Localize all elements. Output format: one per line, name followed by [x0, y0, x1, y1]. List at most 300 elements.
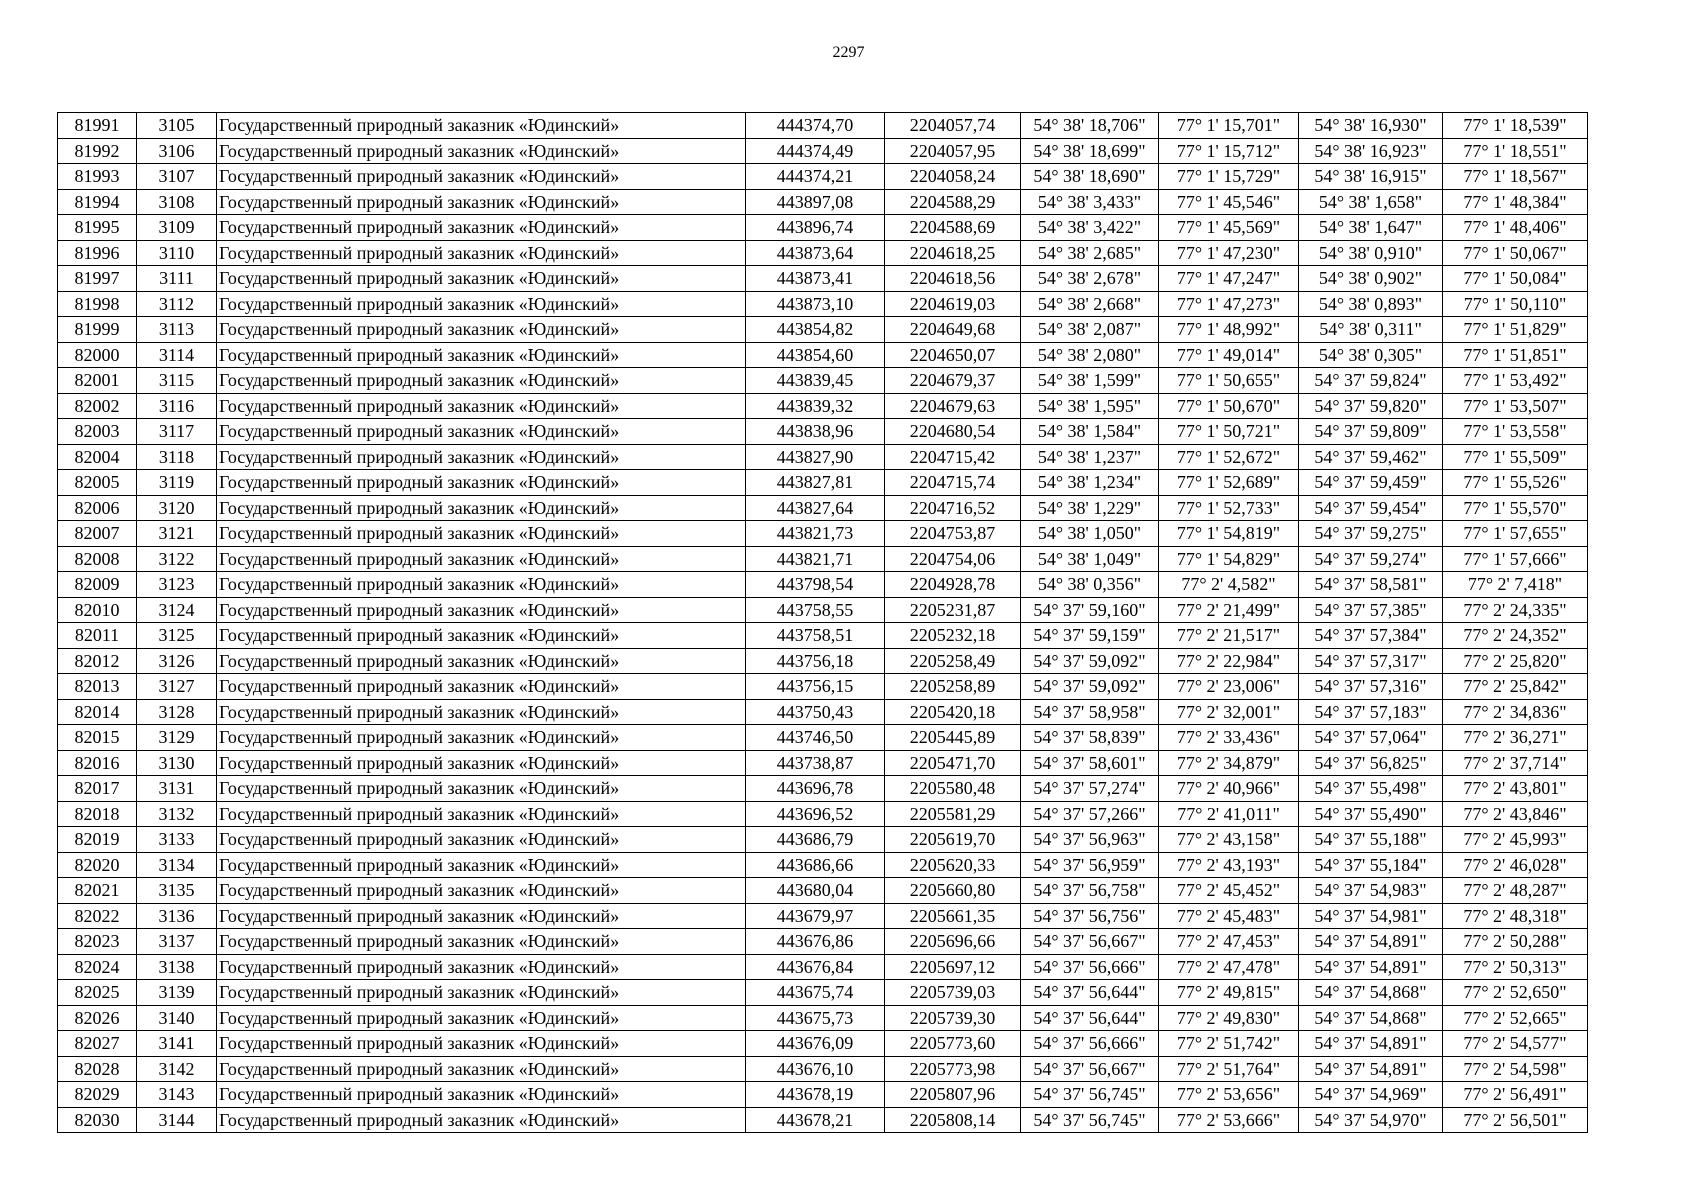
- latitude-2-cell: 54° 37' 54,891": [1299, 929, 1443, 955]
- table-row: [58, 674, 1588, 700]
- x-coordinate-cell: 443838,96: [746, 419, 885, 445]
- latitude-2-cell: 54° 37' 59,275": [1299, 521, 1443, 547]
- y-coordinate-cell: 2205619,70: [885, 827, 1021, 853]
- latitude-2-cell: 54° 37' 59,459": [1299, 470, 1443, 496]
- x-coordinate-cell: 443756,15: [746, 674, 885, 700]
- longitude-1-cell: 77° 1' 52,733": [1159, 495, 1299, 521]
- x-coordinate-cell: 443678,19: [746, 1082, 885, 1108]
- longitude-2-cell: 77° 2' 54,598": [1443, 1056, 1588, 1082]
- table-row: [58, 342, 1588, 368]
- y-coordinate-cell: 2204618,25: [885, 240, 1021, 266]
- point-number-cell: 3134: [137, 852, 217, 878]
- latitude-1-cell: 54° 38' 18,706": [1021, 113, 1159, 139]
- point-number-cell: 3114: [137, 342, 217, 368]
- latitude-2-cell: 54° 37' 59,809": [1299, 419, 1443, 445]
- latitude-2-cell: 54° 37' 55,498": [1299, 776, 1443, 802]
- row-number-cell: 82029: [58, 1082, 137, 1108]
- area-name-cell: Государственный природный заказник «Юдинский»: [217, 954, 746, 980]
- point-number-cell: 3123: [137, 572, 217, 598]
- longitude-1-cell: 77° 2' 45,452": [1159, 878, 1299, 904]
- y-coordinate-cell: 2205232,18: [885, 623, 1021, 649]
- longitude-1-cell: 77° 1' 15,712": [1159, 138, 1299, 164]
- row-number-cell: 82025: [58, 980, 137, 1006]
- row-number-cell: 82030: [58, 1107, 137, 1133]
- row-number-cell: 82005: [58, 470, 137, 496]
- point-number-cell: 3107: [137, 164, 217, 190]
- x-coordinate-cell: 443679,97: [746, 903, 885, 929]
- table-row: [58, 572, 1588, 598]
- longitude-2-cell: 77° 2' 54,577": [1443, 1031, 1588, 1057]
- longitude-1-cell: 77° 2' 32,001": [1159, 699, 1299, 725]
- x-coordinate-cell: 443696,52: [746, 801, 885, 827]
- area-name-cell: Государственный природный заказник «Юдинский»: [217, 546, 746, 572]
- longitude-1-cell: 77° 2' 33,436": [1159, 725, 1299, 751]
- longitude-2-cell: 77° 2' 43,846": [1443, 801, 1588, 827]
- longitude-2-cell: 77° 2' 37,714": [1443, 750, 1588, 776]
- point-number-cell: 3127: [137, 674, 217, 700]
- row-number-cell: 82021: [58, 878, 137, 904]
- longitude-2-cell: 77° 2' 50,288": [1443, 929, 1588, 955]
- point-number-cell: 3115: [137, 368, 217, 394]
- area-name-cell: Государственный природный заказник «Юдинский»: [217, 1031, 746, 1057]
- longitude-2-cell: 77° 1' 18,539": [1443, 113, 1588, 139]
- longitude-2-cell: 77° 1' 53,558": [1443, 419, 1588, 445]
- latitude-1-cell: 54° 38' 1,050": [1021, 521, 1159, 547]
- x-coordinate-cell: 443676,10: [746, 1056, 885, 1082]
- x-coordinate-cell: 443839,32: [746, 393, 885, 419]
- area-name-cell: Государственный природный заказник «Юдинский»: [217, 215, 746, 241]
- point-number-cell: 3144: [137, 1107, 217, 1133]
- area-name-cell: Государственный природный заказник «Юдинский»: [217, 444, 746, 470]
- latitude-1-cell: 54° 37' 56,644": [1021, 980, 1159, 1006]
- x-coordinate-cell: 443738,87: [746, 750, 885, 776]
- longitude-2-cell: 77° 1' 50,067": [1443, 240, 1588, 266]
- table-row: [58, 597, 1588, 623]
- y-coordinate-cell: 2204715,74: [885, 470, 1021, 496]
- table-row: [58, 801, 1588, 827]
- longitude-1-cell: 77° 1' 15,729": [1159, 164, 1299, 190]
- latitude-2-cell: 54° 38' 0,910": [1299, 240, 1443, 266]
- point-number-cell: 3140: [137, 1005, 217, 1031]
- x-coordinate-cell: 443873,64: [746, 240, 885, 266]
- area-name-cell: Государственный природный заказник «Юдинский»: [217, 827, 746, 853]
- row-number-cell: 82000: [58, 342, 137, 368]
- row-number-cell: 82022: [58, 903, 137, 929]
- longitude-1-cell: 77° 2' 53,656": [1159, 1082, 1299, 1108]
- longitude-2-cell: 77° 2' 24,352": [1443, 623, 1588, 649]
- row-number-cell: 81993: [58, 164, 137, 190]
- point-number-cell: 3112: [137, 291, 217, 317]
- table-row: [58, 750, 1588, 776]
- point-number-cell: 3125: [137, 623, 217, 649]
- latitude-2-cell: 54° 38' 16,923": [1299, 138, 1443, 164]
- x-coordinate-cell: 443678,21: [746, 1107, 885, 1133]
- x-coordinate-cell: 444374,21: [746, 164, 885, 190]
- point-number-cell: 3121: [137, 521, 217, 547]
- longitude-1-cell: 77° 1' 49,014": [1159, 342, 1299, 368]
- y-coordinate-cell: 2204619,03: [885, 291, 1021, 317]
- area-name-cell: Государственный природный заказник «Юдинский»: [217, 1056, 746, 1082]
- x-coordinate-cell: 443676,09: [746, 1031, 885, 1057]
- row-number-cell: 81997: [58, 266, 137, 292]
- area-name-cell: Государственный природный заказник «Юдинский»: [217, 470, 746, 496]
- table-row: [58, 852, 1588, 878]
- page-number: 2297: [832, 44, 865, 61]
- point-number-cell: 3105: [137, 113, 217, 139]
- x-coordinate-cell: 443675,73: [746, 1005, 885, 1031]
- row-number-cell: 82024: [58, 954, 137, 980]
- point-number-cell: 3129: [137, 725, 217, 751]
- x-coordinate-cell: 443686,79: [746, 827, 885, 853]
- x-coordinate-cell: 444374,70: [746, 113, 885, 139]
- y-coordinate-cell: 2205231,87: [885, 597, 1021, 623]
- y-coordinate-cell: 2205258,89: [885, 674, 1021, 700]
- longitude-2-cell: 77° 1' 18,551": [1443, 138, 1588, 164]
- row-number-cell: 81999: [58, 317, 137, 343]
- latitude-2-cell: 54° 37' 54,983": [1299, 878, 1443, 904]
- row-number-cell: 82001: [58, 368, 137, 394]
- y-coordinate-cell: 2204588,69: [885, 215, 1021, 241]
- area-name-cell: Государственный природный заказник «Юдинский»: [217, 342, 746, 368]
- latitude-1-cell: 54° 38' 2,087": [1021, 317, 1159, 343]
- latitude-1-cell: 54° 37' 56,756": [1021, 903, 1159, 929]
- area-name-cell: Государственный природный заказник «Юдинский»: [217, 725, 746, 751]
- longitude-1-cell: 77° 2' 4,582": [1159, 572, 1299, 598]
- y-coordinate-cell: 2205696,66: [885, 929, 1021, 955]
- point-number-cell: 3113: [137, 317, 217, 343]
- coordinates-table: [57, 112, 1588, 1133]
- y-coordinate-cell: 2204680,54: [885, 419, 1021, 445]
- latitude-1-cell: 54° 37' 59,092": [1021, 648, 1159, 674]
- longitude-2-cell: 77° 1' 50,110": [1443, 291, 1588, 317]
- longitude-1-cell: 77° 2' 47,478": [1159, 954, 1299, 980]
- x-coordinate-cell: 443750,43: [746, 699, 885, 725]
- latitude-1-cell: 54° 38' 1,049": [1021, 546, 1159, 572]
- x-coordinate-cell: 443696,78: [746, 776, 885, 802]
- table-row: [58, 368, 1588, 394]
- latitude-1-cell: 54° 37' 56,666": [1021, 1031, 1159, 1057]
- table-row: [58, 1107, 1588, 1133]
- table-row: [58, 470, 1588, 496]
- y-coordinate-cell: 2204754,06: [885, 546, 1021, 572]
- row-number-cell: 81991: [58, 113, 137, 139]
- x-coordinate-cell: 443827,90: [746, 444, 885, 470]
- longitude-2-cell: 77° 2' 56,501": [1443, 1107, 1588, 1133]
- latitude-1-cell: 54° 37' 56,959": [1021, 852, 1159, 878]
- area-name-cell: Государственный природный заказник «Юдинский»: [217, 699, 746, 725]
- area-name-cell: Государственный природный заказник «Юдинский»: [217, 750, 746, 776]
- area-name-cell: Государственный природный заказник «Юдинский»: [217, 572, 746, 598]
- longitude-1-cell: 77° 2' 53,666": [1159, 1107, 1299, 1133]
- point-number-cell: 3137: [137, 929, 217, 955]
- table-row: [58, 929, 1588, 955]
- point-number-cell: 3135: [137, 878, 217, 904]
- y-coordinate-cell: 2204618,56: [885, 266, 1021, 292]
- x-coordinate-cell: 443897,08: [746, 189, 885, 215]
- table-row: [58, 699, 1588, 725]
- longitude-1-cell: 77° 1' 50,670": [1159, 393, 1299, 419]
- table-row: [58, 1056, 1588, 1082]
- row-number-cell: 82013: [58, 674, 137, 700]
- y-coordinate-cell: 2204928,78: [885, 572, 1021, 598]
- point-number-cell: 3117: [137, 419, 217, 445]
- y-coordinate-cell: 2204716,52: [885, 495, 1021, 521]
- x-coordinate-cell: 443854,82: [746, 317, 885, 343]
- latitude-1-cell: 54° 37' 57,274": [1021, 776, 1159, 802]
- area-name-cell: Государственный природный заказник «Юдинский»: [217, 929, 746, 955]
- longitude-1-cell: 77° 2' 49,815": [1159, 980, 1299, 1006]
- latitude-2-cell: 54° 37' 59,274": [1299, 546, 1443, 572]
- longitude-1-cell: 77° 1' 52,689": [1159, 470, 1299, 496]
- area-name-cell: Государственный природный заказник «Юдинский»: [217, 903, 746, 929]
- longitude-1-cell: 77° 2' 22,984": [1159, 648, 1299, 674]
- latitude-2-cell: 54° 37' 59,824": [1299, 368, 1443, 394]
- table-row: [58, 648, 1588, 674]
- latitude-2-cell: 54° 37' 59,454": [1299, 495, 1443, 521]
- latitude-2-cell: 54° 38' 1,647": [1299, 215, 1443, 241]
- y-coordinate-cell: 2205807,96: [885, 1082, 1021, 1108]
- row-number-cell: 82020: [58, 852, 137, 878]
- y-coordinate-cell: 2205773,60: [885, 1031, 1021, 1057]
- y-coordinate-cell: 2205808,14: [885, 1107, 1021, 1133]
- row-number-cell: 82007: [58, 521, 137, 547]
- row-number-cell: 82002: [58, 393, 137, 419]
- latitude-1-cell: 54° 38' 1,229": [1021, 495, 1159, 521]
- latitude-2-cell: 54° 37' 54,969": [1299, 1082, 1443, 1108]
- x-coordinate-cell: 443821,71: [746, 546, 885, 572]
- longitude-2-cell: 77° 1' 18,567": [1443, 164, 1588, 190]
- longitude-1-cell: 77° 1' 47,247": [1159, 266, 1299, 292]
- longitude-1-cell: 77° 2' 21,517": [1159, 623, 1299, 649]
- table-row: [58, 1005, 1588, 1031]
- longitude-2-cell: 77° 1' 50,084": [1443, 266, 1588, 292]
- latitude-1-cell: 54° 37' 56,758": [1021, 878, 1159, 904]
- y-coordinate-cell: 2205661,35: [885, 903, 1021, 929]
- latitude-1-cell: 54° 37' 56,963": [1021, 827, 1159, 853]
- table-row: [58, 903, 1588, 929]
- latitude-2-cell: 54° 37' 55,184": [1299, 852, 1443, 878]
- row-number-cell: 81992: [58, 138, 137, 164]
- area-name-cell: Государственный природный заказник «Юдинский»: [217, 317, 746, 343]
- latitude-1-cell: 54° 37' 56,644": [1021, 1005, 1159, 1031]
- longitude-2-cell: 77° 2' 46,028": [1443, 852, 1588, 878]
- area-name-cell: Государственный природный заказник «Юдинский»: [217, 266, 746, 292]
- latitude-1-cell: 54° 38' 2,685": [1021, 240, 1159, 266]
- longitude-1-cell: 77° 2' 21,499": [1159, 597, 1299, 623]
- table-row: [58, 240, 1588, 266]
- area-name-cell: Государственный природный заказник «Юдинский»: [217, 495, 746, 521]
- row-number-cell: 81995: [58, 215, 137, 241]
- latitude-1-cell: 54° 37' 58,958": [1021, 699, 1159, 725]
- row-number-cell: 82008: [58, 546, 137, 572]
- x-coordinate-cell: 443675,74: [746, 980, 885, 1006]
- area-name-cell: Государственный природный заказник «Юдинский»: [217, 240, 746, 266]
- table-row: [58, 266, 1588, 292]
- y-coordinate-cell: 2205697,12: [885, 954, 1021, 980]
- latitude-2-cell: 54° 38' 1,658": [1299, 189, 1443, 215]
- row-number-cell: 82016: [58, 750, 137, 776]
- latitude-2-cell: 54° 38' 16,930": [1299, 113, 1443, 139]
- table-row: [58, 444, 1588, 470]
- area-name-cell: Государственный природный заказник «Юдинский»: [217, 852, 746, 878]
- longitude-2-cell: 77° 2' 25,820": [1443, 648, 1588, 674]
- latitude-1-cell: 54° 37' 59,092": [1021, 674, 1159, 700]
- latitude-2-cell: 54° 37' 54,970": [1299, 1107, 1443, 1133]
- x-coordinate-cell: 443896,74: [746, 215, 885, 241]
- row-number-cell: 82023: [58, 929, 137, 955]
- point-number-cell: 3128: [137, 699, 217, 725]
- latitude-1-cell: 54° 37' 56,667": [1021, 929, 1159, 955]
- point-number-cell: 3111: [137, 266, 217, 292]
- latitude-2-cell: 54° 37' 57,183": [1299, 699, 1443, 725]
- longitude-2-cell: 77° 2' 34,836": [1443, 699, 1588, 725]
- point-number-cell: 3142: [137, 1056, 217, 1082]
- point-number-cell: 3133: [137, 827, 217, 853]
- table-row: [58, 215, 1588, 241]
- point-number-cell: 3118: [137, 444, 217, 470]
- latitude-1-cell: 54° 37' 57,266": [1021, 801, 1159, 827]
- longitude-1-cell: 77° 1' 47,273": [1159, 291, 1299, 317]
- point-number-cell: 3116: [137, 393, 217, 419]
- y-coordinate-cell: 2204679,37: [885, 368, 1021, 394]
- area-name-cell: Государственный природный заказник «Юдинский»: [217, 878, 746, 904]
- longitude-2-cell: 77° 1' 48,384": [1443, 189, 1588, 215]
- longitude-2-cell: 77° 2' 7,418": [1443, 572, 1588, 598]
- x-coordinate-cell: 443839,45: [746, 368, 885, 394]
- row-number-cell: 82019: [58, 827, 137, 853]
- latitude-2-cell: 54° 37' 57,385": [1299, 597, 1443, 623]
- row-number-cell: 82011: [58, 623, 137, 649]
- x-coordinate-cell: 443873,41: [746, 266, 885, 292]
- table-row: [58, 291, 1588, 317]
- point-number-cell: 3132: [137, 801, 217, 827]
- row-number-cell: 82009: [58, 572, 137, 598]
- area-name-cell: Государственный природный заказник «Юдинский»: [217, 419, 746, 445]
- longitude-1-cell: 77° 1' 50,655": [1159, 368, 1299, 394]
- latitude-2-cell: 54° 37' 57,316": [1299, 674, 1443, 700]
- longitude-1-cell: 77° 2' 47,453": [1159, 929, 1299, 955]
- latitude-1-cell: 54° 37' 56,666": [1021, 954, 1159, 980]
- x-coordinate-cell: 443676,86: [746, 929, 885, 955]
- point-number-cell: 3139: [137, 980, 217, 1006]
- y-coordinate-cell: 2205739,03: [885, 980, 1021, 1006]
- point-number-cell: 3106: [137, 138, 217, 164]
- latitude-1-cell: 54° 37' 56,745": [1021, 1107, 1159, 1133]
- latitude-2-cell: 54° 37' 55,188": [1299, 827, 1443, 853]
- longitude-2-cell: 77° 2' 45,993": [1443, 827, 1588, 853]
- longitude-2-cell: 77° 1' 57,655": [1443, 521, 1588, 547]
- table-row: [58, 1082, 1588, 1108]
- longitude-2-cell: 77° 1' 53,492": [1443, 368, 1588, 394]
- table-row: [58, 317, 1588, 343]
- y-coordinate-cell: 2205620,33: [885, 852, 1021, 878]
- longitude-1-cell: 77° 2' 51,742": [1159, 1031, 1299, 1057]
- y-coordinate-cell: 2205471,70: [885, 750, 1021, 776]
- latitude-1-cell: 54° 38' 1,234": [1021, 470, 1159, 496]
- longitude-2-cell: 77° 2' 56,491": [1443, 1082, 1588, 1108]
- table-row: [58, 521, 1588, 547]
- latitude-1-cell: 54° 37' 59,160": [1021, 597, 1159, 623]
- y-coordinate-cell: 2205773,98: [885, 1056, 1021, 1082]
- area-name-cell: Государственный природный заказник «Юдинский»: [217, 776, 746, 802]
- longitude-2-cell: 77° 1' 55,570": [1443, 495, 1588, 521]
- latitude-1-cell: 54° 38' 1,584": [1021, 419, 1159, 445]
- point-number-cell: 3136: [137, 903, 217, 929]
- longitude-1-cell: 77° 1' 45,546": [1159, 189, 1299, 215]
- y-coordinate-cell: 2204057,74: [885, 113, 1021, 139]
- area-name-cell: Государственный природный заказник «Юдинский»: [217, 113, 746, 139]
- table-row: [58, 138, 1588, 164]
- area-name-cell: Государственный природный заказник «Юдинский»: [217, 164, 746, 190]
- latitude-1-cell: 54° 38' 1,595": [1021, 393, 1159, 419]
- table-row: [58, 419, 1588, 445]
- x-coordinate-cell: 443746,50: [746, 725, 885, 751]
- area-name-cell: Государственный природный заказник «Юдинский»: [217, 801, 746, 827]
- table-row: [58, 980, 1588, 1006]
- latitude-2-cell: 54° 38' 0,893": [1299, 291, 1443, 317]
- y-coordinate-cell: 2204753,87: [885, 521, 1021, 547]
- y-coordinate-cell: 2205581,29: [885, 801, 1021, 827]
- table-row: [58, 623, 1588, 649]
- latitude-1-cell: 54° 38' 2,668": [1021, 291, 1159, 317]
- latitude-2-cell: 54° 38' 0,311": [1299, 317, 1443, 343]
- row-number-cell: 82018: [58, 801, 137, 827]
- longitude-2-cell: 77° 2' 48,287": [1443, 878, 1588, 904]
- latitude-1-cell: 54° 38' 18,699": [1021, 138, 1159, 164]
- longitude-2-cell: 77° 2' 52,650": [1443, 980, 1588, 1006]
- x-coordinate-cell: 443827,81: [746, 470, 885, 496]
- row-number-cell: 82006: [58, 495, 137, 521]
- area-name-cell: Государственный природный заказник «Юдинский»: [217, 648, 746, 674]
- y-coordinate-cell: 2204679,63: [885, 393, 1021, 419]
- longitude-2-cell: 77° 2' 48,318": [1443, 903, 1588, 929]
- x-coordinate-cell: 443676,84: [746, 954, 885, 980]
- table-row: [58, 827, 1588, 853]
- longitude-2-cell: 77° 1' 48,406": [1443, 215, 1588, 241]
- longitude-1-cell: 77° 2' 49,830": [1159, 1005, 1299, 1031]
- row-number-cell: 81996: [58, 240, 137, 266]
- latitude-2-cell: 54° 37' 57,317": [1299, 648, 1443, 674]
- table-row: [58, 189, 1588, 215]
- latitude-2-cell: 54° 37' 54,981": [1299, 903, 1443, 929]
- table-row: [58, 393, 1588, 419]
- longitude-2-cell: 77° 2' 36,271": [1443, 725, 1588, 751]
- point-number-cell: 3130: [137, 750, 217, 776]
- longitude-1-cell: 77° 1' 54,819": [1159, 521, 1299, 547]
- y-coordinate-cell: 2205445,89: [885, 725, 1021, 751]
- longitude-1-cell: 77° 2' 43,158": [1159, 827, 1299, 853]
- x-coordinate-cell: 443758,51: [746, 623, 885, 649]
- latitude-2-cell: 54° 37' 54,868": [1299, 980, 1443, 1006]
- x-coordinate-cell: 443854,60: [746, 342, 885, 368]
- table-body: [58, 113, 1588, 1133]
- row-number-cell: 82004: [58, 444, 137, 470]
- latitude-1-cell: 54° 37' 59,159": [1021, 623, 1159, 649]
- longitude-2-cell: 77° 2' 52,665": [1443, 1005, 1588, 1031]
- longitude-1-cell: 77° 2' 43,193": [1159, 852, 1299, 878]
- longitude-1-cell: 77° 1' 45,569": [1159, 215, 1299, 241]
- table-row: [58, 954, 1588, 980]
- longitude-1-cell: 77° 1' 54,829": [1159, 546, 1299, 572]
- table-row: [58, 495, 1588, 521]
- latitude-1-cell: 54° 38' 2,678": [1021, 266, 1159, 292]
- longitude-2-cell: 77° 2' 50,313": [1443, 954, 1588, 980]
- y-coordinate-cell: 2204058,24: [885, 164, 1021, 190]
- table-row: [58, 776, 1588, 802]
- latitude-1-cell: 54° 37' 56,667": [1021, 1056, 1159, 1082]
- point-number-cell: 3110: [137, 240, 217, 266]
- longitude-2-cell: 77° 1' 53,507": [1443, 393, 1588, 419]
